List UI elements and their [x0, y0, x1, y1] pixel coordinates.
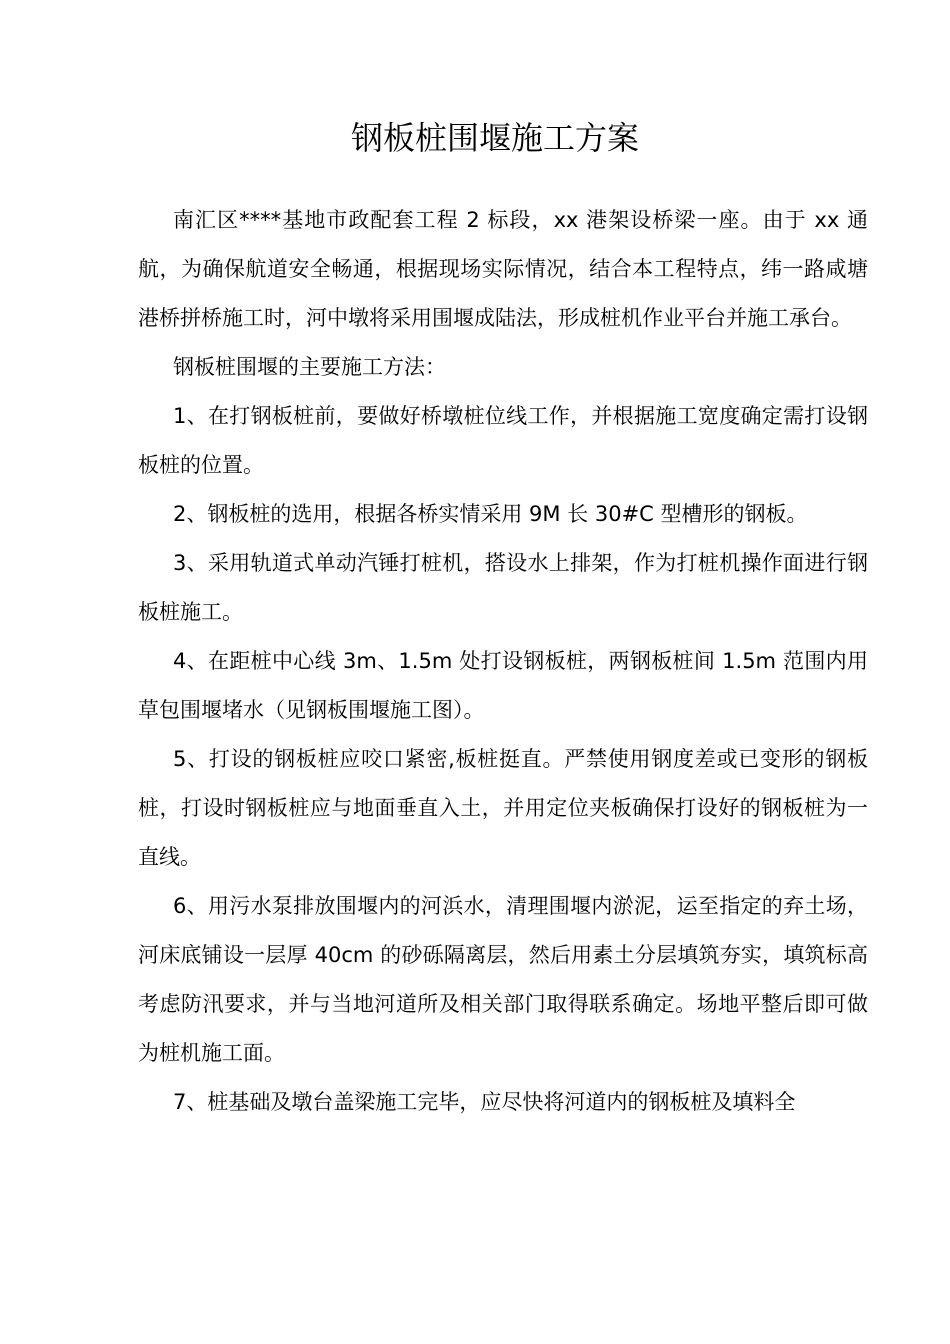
paragraph-step-4: 4、在距桩中心线 3m、1.5m 处打设钢板桩，两钢板桩间 1.5m 范围内用草包围堰堵水（见钢板围堰施工图）。 [138, 649, 868, 722]
paragraph-step-3: 3、采用轨道式单动汽锤打桩机，搭设水上排架，作为打桩机操作面进行钢板桩施工。 [138, 551, 868, 624]
paragraph-step-7: 7、桩基础及墩台盖梁施工完毕，应尽快将河道内的钢板桩及填料全 [173, 1090, 796, 1114]
paragraph-intro: 南汇区****基地市政配套工程 2 标段，xx 港架设桥梁一座。由于 xx 通航，为确保航道安全畅通，根据现场实际情况，结合本工程特点，纬一路咸塘港桥拼桥施工时，河中墩将采用围堰成陆法，形成桩机作业平台并施工承台。 [138, 208, 868, 330]
paragraph-step-5: 5、打设的钢板桩应咬口紧密,板桩挺直。严禁使用钢度差或已变形的钢板桩，打设时钢板桩应与地面垂直入土，并用定位夹板确保打设好的钢板桩为一直线。 [138, 747, 868, 869]
paragraph-step-2: 2、钢板桩的选用，根据各桥实情采用 9M 长 30#C 型槽形的钢板。 [173, 502, 808, 526]
document-title: 钢板桩围堰施工方案 [350, 119, 639, 157]
document-body [138, 196, 868, 1127]
paragraph-methods-heading: 钢板桩围堰的主要施工方法： [173, 355, 446, 379]
paragraph-step-1: 1、在打钢板桩前，要做好桥墩桩位线工作，并根据施工宽度确定需打设钢板桩的位置。 [138, 404, 868, 477]
paragraph-step-6: 6、用污水泵排放围堰内的河浜水，清理围堰内淤泥，运至指定的弃土场，河床底铺设一层厚 40cm 的砂砾隔离层，然后用素土分层填筑夯实，填筑标高考虑防汛要求，并与当地河道所及相关部门取得联系确定。场地平整后即可做为桩机施工面。 [138, 894, 868, 1065]
